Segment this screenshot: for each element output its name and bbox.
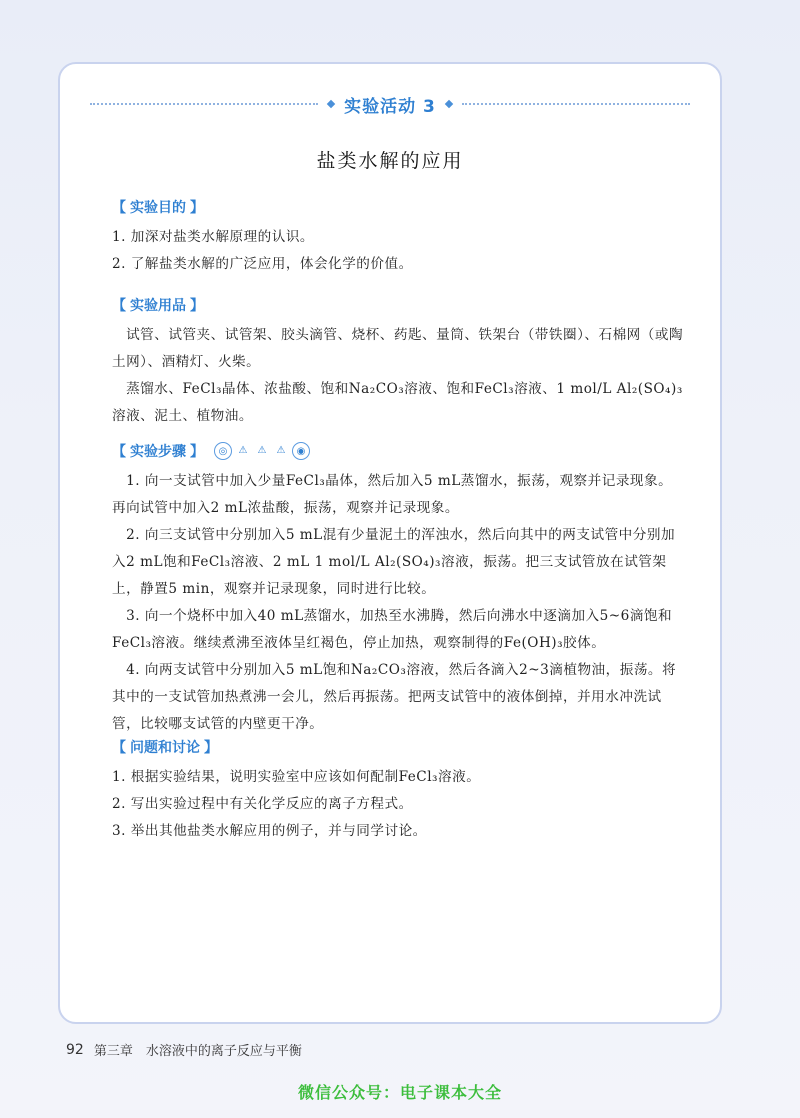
section-materials — [112, 294, 684, 430]
list-item: 2. 写出实验过程中有关化学反应的离子方程式。 — [112, 796, 413, 812]
warning-icon: ⚠ — [238, 444, 248, 456]
heading-text: 问题和讨论 — [130, 740, 200, 756]
section-heading: 【 问题和讨论 】 — [112, 736, 684, 758]
safety-icons — [214, 442, 310, 460]
page-title: 盐类水解的应用 — [316, 150, 464, 172]
heading-text: 实验目的 — [130, 200, 186, 216]
banner-dotted-line-right — [462, 103, 690, 105]
list-item: 1. 根据实验结果，说明实验室中应该如何配制FeCl₃溶液。 — [112, 769, 481, 785]
list-item: 1. 向一支试管中加入少量FeCl₃晶体，然后加入5 mL蒸馏水，振荡，观察并记录现象。再向试管中加入2 mL浓盐酸，振荡，观察并记录现象。 — [112, 473, 673, 516]
chapter-title: 第三章 水溶液中的离子反应与平衡 — [93, 1044, 302, 1059]
list-item: 4. 向两支试管中分别加入5 mL饱和Na₂CO₃溶液，然后各滴入2~3滴植物油，振荡。将其中的一支试管加热煮沸一会儿，然后再振荡。把两支试管中的液体倒掉，并用水冲洗试管，比较哪支试管的内壁更干净。 — [112, 662, 677, 732]
page-number: 92 — [66, 1041, 84, 1058]
list-item: 2. 向三支试管中分别加入5 mL混有少量泥土的浑浊水，然后向其中的两支试管中分别加入2 mL饱和FeCl₃溶液、2 mL 1 mol/L Al₂(SO₄)₃溶液，振荡。把三支试管放在试管架上，静置5 min，观察并记录现象，同时进行比较。 — [112, 527, 676, 597]
activity-banner — [90, 92, 690, 116]
wash-hands-icon: ◉ — [292, 442, 310, 460]
section-discussion — [112, 736, 684, 845]
section-purpose — [112, 196, 684, 278]
section-heading: 【 实验目的 】 — [112, 196, 684, 218]
page-footer — [66, 1040, 302, 1059]
goggles-icon: ◎ — [214, 442, 232, 460]
hot-icon: ⚠ — [257, 444, 267, 456]
diamond-icon — [445, 100, 453, 108]
diamond-icon — [327, 100, 335, 108]
section-heading: 【 实验用品 】 — [112, 294, 684, 316]
banner-dotted-line-left — [90, 103, 318, 105]
list-item: 3. 向一个烧杯中加入40 mL蒸馏水，加热至水沸腾，然后向沸水中逐滴加入5~6滴饱和FeCl₃溶液。继续煮沸至液体呈红褐色，停止加热，观察制得的Fe(OH)₃胶体。 — [112, 608, 673, 651]
section-heading: 【 实验步骤 】 ◎ ⚠ ⚠ ⚠ ◉ — [112, 440, 684, 462]
section-steps — [112, 440, 684, 738]
heading-text: 实验步骤 — [130, 444, 186, 460]
list-item: 3. 举出其他盐类水解应用的例子，并与同学讨论。 — [112, 823, 427, 839]
wechat-watermark: 微信公众号：电子课本大全 — [297, 1083, 502, 1102]
heading-text: 实验用品 — [130, 298, 186, 314]
banner-label: 实验活动 3 — [344, 96, 436, 117]
list-item: 2. 了解盐类水解的广泛应用，体会化学的价值。 — [112, 256, 413, 272]
list-item: 1. 加深对盐类水解原理的认识。 — [112, 229, 315, 245]
flame-icon: ⚠ — [276, 444, 286, 456]
content-card — [58, 62, 722, 1024]
paragraph: 蒸馏水、FeCl₃晶体、浓盐酸、饱和Na₂CO₃溶液、饱和FeCl₃溶液、1 mol/L Al₂(SO₄)₃溶液、泥土、植物油。 — [112, 381, 683, 424]
paragraph: 试管、试管夹、试管架、胶头滴管、烧杯、药匙、量筒、铁架台（带铁圈）、石棉网（或陶土网）、酒精灯、火柴。 — [112, 327, 684, 370]
